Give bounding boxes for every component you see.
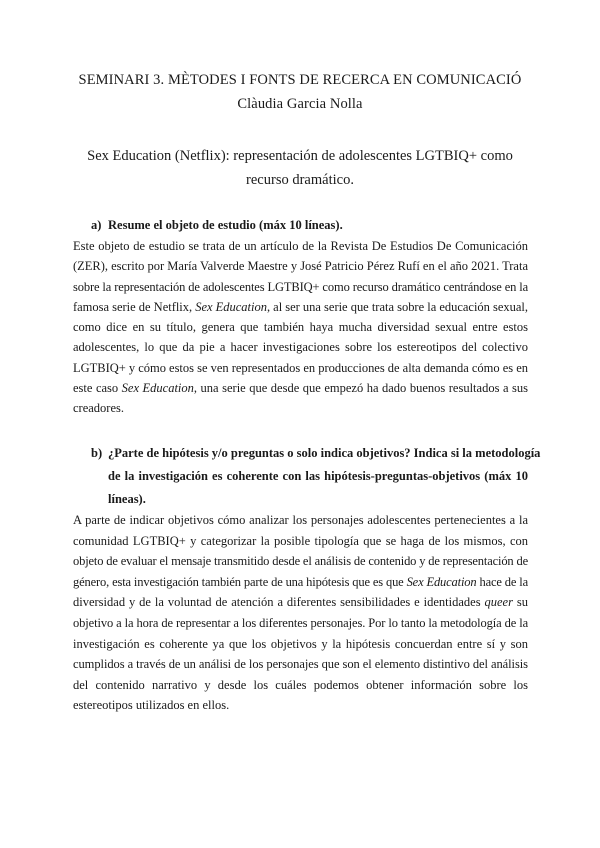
paragraph-line: diversidad y de la voluntad de atención a diferentes sensibilidades e identidades queer su bbox=[73, 595, 528, 610]
paragraph-line: Este objeto de estudio se trata de un artículo de la Revista De Estudios De Comunicación bbox=[73, 239, 528, 253]
paper-title-line-2: recurso dramático. bbox=[246, 172, 354, 188]
paragraph-line: estereotipos utilizados en ellos. bbox=[73, 698, 230, 713]
paragraph-line: objeto de evaluar el mensaje transmitido desde el análisis de contenido y de representación de bbox=[73, 554, 528, 569]
paragraph-line: famosa serie de Netflix, Sex Education, al ser una serie que trata sobre la educación sexual, bbox=[73, 299, 528, 314]
question-b-letter: b) bbox=[91, 446, 103, 460]
paper-title-line-1: Sex Education (Netflix): representación de adolescentes LGTBIQ+ como bbox=[87, 148, 513, 164]
paragraph-line: este caso Sex Education, una serie que desde que empezó ha dado buenos resultados a sus bbox=[73, 381, 528, 396]
question-a-letter: a) bbox=[91, 218, 102, 232]
paragraph-line: investigación es coherente ya que los objetivos y la hipótesis concuerdan entre sí y son bbox=[73, 636, 528, 651]
paragraph-line: género, esta investigación también parte de una hipótesis que es que Sex Education hace de la bbox=[73, 574, 528, 589]
paragraph-line: creadores. bbox=[73, 401, 125, 416]
question-a-text: Resume el objeto de estudio (máx 10 líneas). bbox=[108, 218, 343, 232]
paragraph-line: cumplidos a través de un análisi de los personajes que son el elemento distintivo del análisis bbox=[73, 657, 528, 672]
paragraph-line: A parte de indicar objetivos cómo analizar los personajes adolescentes pertenecientes a la bbox=[73, 513, 528, 527]
paragraph-line: del contenido narrativo y desde los cuáles podemos obtener información sobre los bbox=[73, 677, 528, 692]
paragraph-line: comunidad LGTBIQ+ y categorizar la posible tipología que se haga de los mismos, con bbox=[73, 533, 528, 548]
paragraph-line: como dice en su título, genera que también haya mucha diversidad sexual entre estos bbox=[73, 320, 528, 335]
question-b-line-3: líneas). bbox=[108, 492, 146, 506]
answer-a-paragraph bbox=[73, 236, 528, 419]
paragraph-line: (ZER), escrito por María Valverde Maestre y José Patricio Pérez Rufí en el año 2021. Trata bbox=[73, 259, 528, 274]
question-b-line-2: de la investigación es coherente con las hipótesis-preguntas-objetivos (máx 10 bbox=[108, 469, 528, 483]
author-name: Clàudia Garcia Nolla bbox=[237, 96, 363, 112]
paragraph-line: LGTBIQ+ y cómo estos se ven representados en producciones de alta demanda cómo es en bbox=[73, 360, 528, 375]
question-b-line-1: ¿Parte de hipótesis y/o preguntas o solo indica objetivos? Indica si la metodología bbox=[108, 446, 541, 460]
paragraph-line: adolescentes, lo que da pie a hacer investigaciones sobre los estereotipos del colectivo bbox=[73, 340, 528, 355]
paragraph-line: objetivo a la hora de representar a los diferentes personajes. Por lo tanto la metodología de la bbox=[73, 615, 529, 630]
paragraph-line: sobre la representación de adolescentes LGTBIQ+ como recurso dramático centrándose en la bbox=[73, 279, 528, 294]
course-title: SEMINARI 3. MÈTODES I FONTS DE RECERCA EN COMUNICACIÓ bbox=[78, 72, 522, 88]
answer-b-paragraph bbox=[73, 510, 528, 716]
